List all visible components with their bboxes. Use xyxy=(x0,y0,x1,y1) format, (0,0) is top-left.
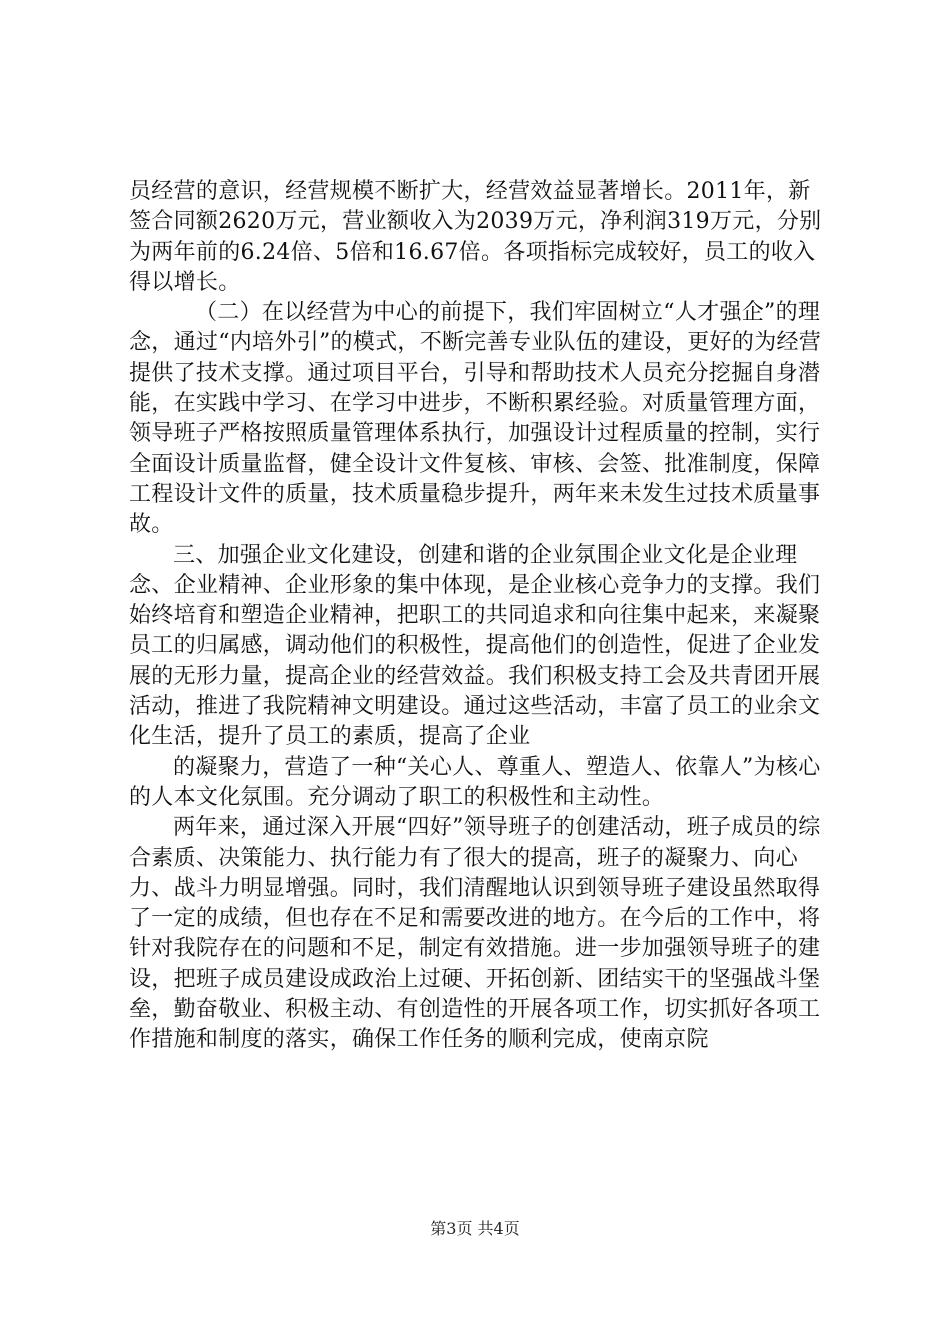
paragraph-corporate-culture: 三、加强企业文化建设，创建和谐的企业氛围企业文化是企业理念、企业精神、企业形象的集中体现，是企业核心竞争力的支撑。我们始终培育和塑造企业精神，把职工的共同追求和向往集中起来，来凝聚员工的归属感，调动他们的积极性，提高他们的创造性，促进了企业发展的无形力量，提高企业的经营效益。我们积极支持工会及共青团开展活动，推进了我院精神文明建设。通过这些活动，丰富了员工的业余文化生活，提升了员工的素质，提高了企业 xyxy=(129,542,821,750)
page-footer: 第3页 共4页 xyxy=(430,1219,520,1238)
paragraph-talent-strategy: （二）在以经营为中心的前提下，我们牢固树立“人才强企”的理念，通过“内培外引”的模式，不断完善专业队伍的建设，更好的为经营提供了技术支撑。通过项目平台，引导和帮助技术人员充分挖掘自身潜能，在实践中学习、在学习中进步，不断积累经验。对质量管理方面，领导班子严格按照质量管理体系执行，加强设计过程质量的控制，实行全面设计质量监督，健全设计文件复核、审核、会签、批准制度，保障工程设计文件的质量，技术质量稳步提升，两年来未发生过技术质量事故。 xyxy=(129,300,822,538)
paragraph-two-years-summary: 两年来，通过深入开展“四好”领导班子的创建活动，班子成员的综合素质、决策能力、执行能力有了很大的提高，班子的凝聚力、向心力、战斗力明显增强。同时，我们清醒地认识到领导班子建设虽然取得了一定的成绩，但也存在不足和需要改进的地方。在今后的工作中，将针对我院存在的问题和不足，制定有效措施。进一步加强领导班子的建设，把班子成员建设成政治上过硬、开拓创新、团结实干的坚强战斗堡垒，勤奋敬业、积极主动、有创造性的开展各项工作，切实抓好各项工作措施和制度的落实，确保工作任务的顺利完成，使南京院 xyxy=(129,815,821,1053)
paragraph-operations-results: 员经营的意识，经营规模不断扩大，经营效益显著增长。2011年，新签合同额2620万元，营业额收入为2039万元，净利润319万元，分别为两年前的6.24倍、5倍和16.67倍。各项指标完成较好，员工的收入得以增长。 xyxy=(129,179,822,295)
document-body xyxy=(129,177,832,1056)
paragraph-cohesion: 的凝聚力，营造了一种“关心人、尊重人、塑造人、依靠人”为核心的人本文化氛围。充分调动了职工的积极性和主动性。 xyxy=(129,754,821,810)
